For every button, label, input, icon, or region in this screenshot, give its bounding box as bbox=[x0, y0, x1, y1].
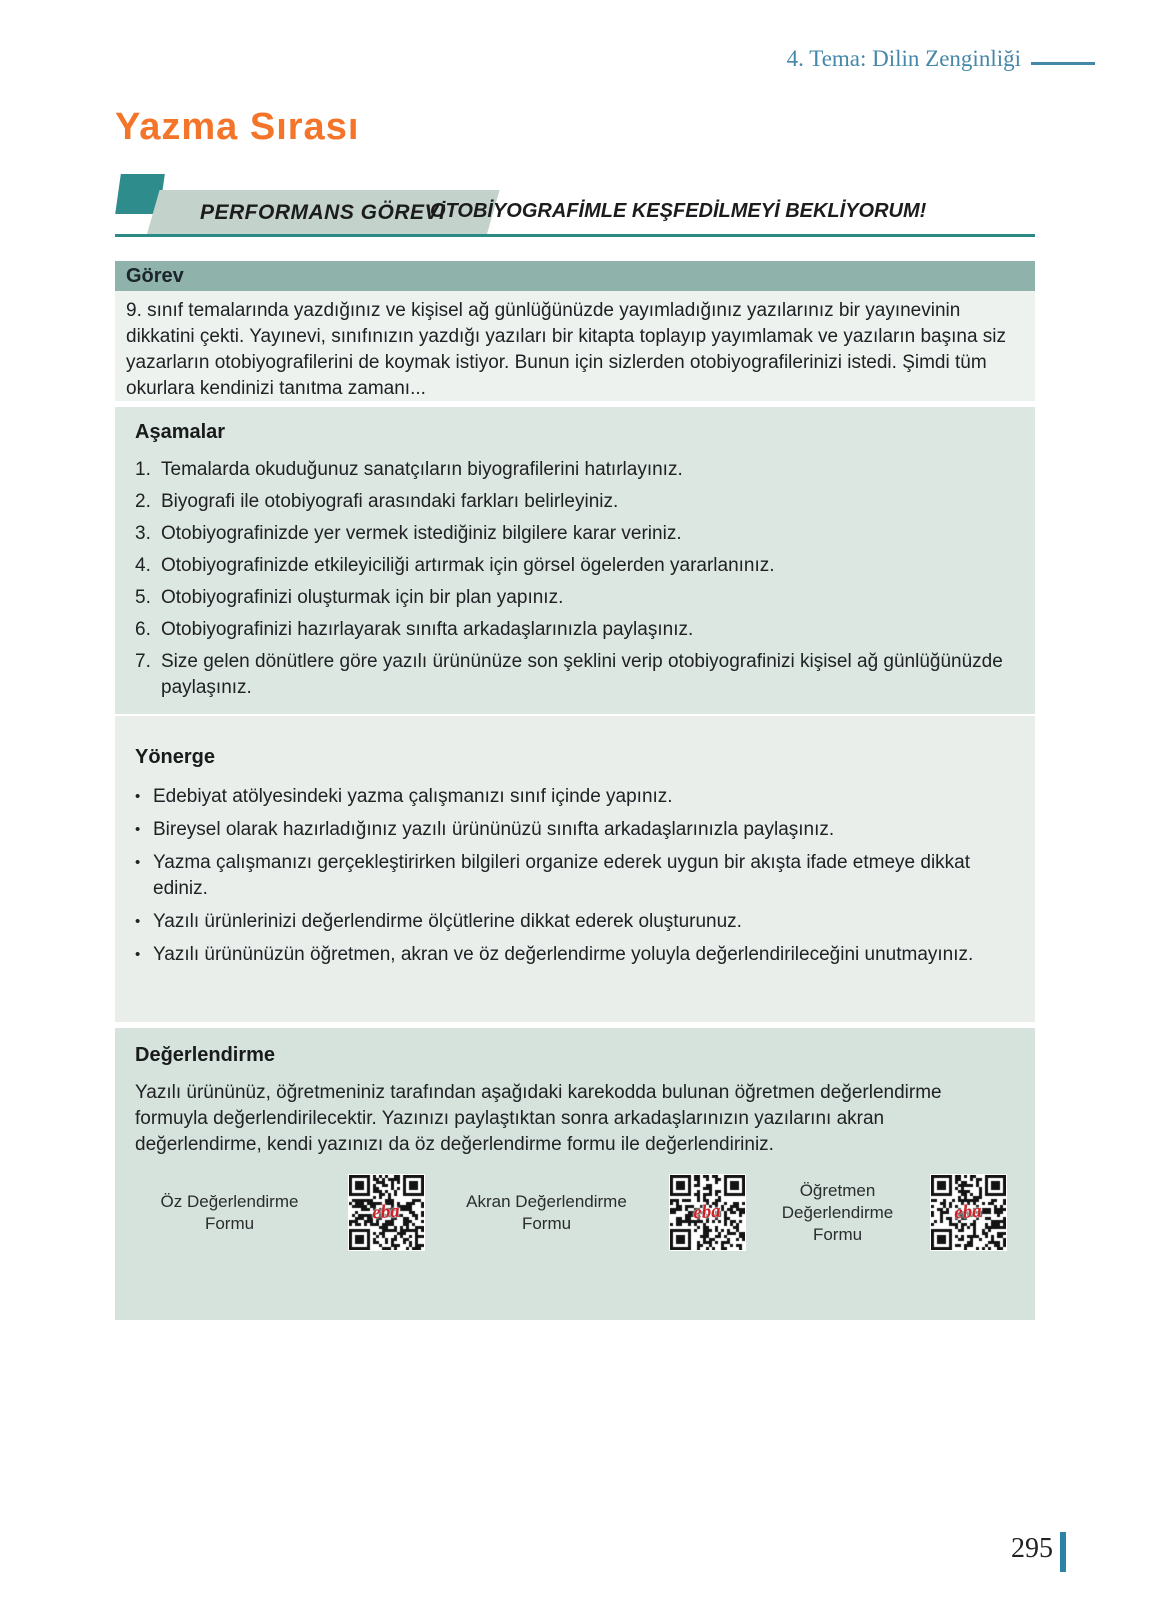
list-item bbox=[135, 585, 1015, 611]
item-text: Yazılı ürününüzün öğretmen, akran ve öz değerlendirme yoluyla değerlendirileceğini unutmayınız. bbox=[153, 944, 974, 965]
item-text: Size gelen dönütlere göre yazılı ürününüze son şeklini verip otobiyografinizi kişisel ağ günlüğünüzde paylaşınız. bbox=[161, 651, 1003, 698]
gorev-section-body: 9. sınıf temalarında yazdığınız ve kişisel ağ günlüğünüzde yayımladığınız yazılarınız bir yayınevinin dikkatini çekti. Yayınevi, sınıfınızın yazdığı yazıları bir kitapta toplayıp yayımlamak ve yazıların başına siz yazarların otobiyografilerini de koymak istiyor. Bunun için sizlerden otobiyografilerinizi istedi. Şimdi tüm okurlara kendinizi tanıtma zamanı... bbox=[115, 291, 1035, 401]
yonerge-header: Yönerge bbox=[135, 746, 216, 768]
qr-label-oz-degerlendirme: Öz Değerlendirme Formu bbox=[160, 1191, 299, 1233]
item-number: 5. bbox=[135, 587, 151, 608]
page-title: Yazma Sırası bbox=[115, 106, 360, 148]
item-number: 2. bbox=[135, 491, 151, 512]
bullet-icon: • bbox=[135, 821, 141, 838]
section-degerlendirme bbox=[115, 1028, 1035, 1320]
yonerge-list bbox=[135, 784, 1015, 968]
page-number: 295 bbox=[1011, 1533, 1053, 1564]
list-item bbox=[135, 553, 1015, 579]
list-item bbox=[135, 850, 1015, 902]
degerlendirme-body: Yazılı ürününüz, öğretmeniniz tarafından aşağıdaki karekodda bulunan öğretmen değerlendirme formuyla değerlendirilecektir. Yazınızı paylaştıktan sonra arkadaşlarınızın yazılarını akran değerlendirme, kendi yazınızı da öz değerlendirme formu ile değerlendiriniz. bbox=[135, 1082, 942, 1155]
task-title: OTOBİYOGRAFİMLE KEŞFEDİLMEYİ BEKLİYORUM! bbox=[430, 200, 927, 222]
eba-logo: eba bbox=[953, 1200, 983, 1223]
item-text: Temalarda okuduğunuz sanatçıların biyografilerini hatırlayınız. bbox=[161, 459, 683, 480]
item-number: 3. bbox=[135, 523, 151, 544]
section-yonerge bbox=[115, 716, 1035, 1022]
eba-logo: eba bbox=[692, 1200, 722, 1223]
performance-task-banner bbox=[115, 170, 1035, 236]
item-number: 4. bbox=[135, 555, 151, 576]
list-item bbox=[135, 649, 1015, 701]
theme-header-rule bbox=[1031, 62, 1095, 65]
eba-logo: eba bbox=[371, 1200, 401, 1223]
item-text: Edebiyat atölyesindeki yazma çalışmanızı sınıf içinde yapınız. bbox=[153, 786, 673, 807]
item-text: Yazma çalışmanızı gerçekleştirirken bilgileri organize ederek uygun bir akışta ifade etmeye dikkat ediniz. bbox=[153, 852, 971, 899]
list-item bbox=[135, 817, 1015, 843]
bullet-icon: • bbox=[135, 913, 141, 930]
list-item bbox=[135, 942, 1015, 968]
qr-code-row bbox=[135, 1174, 1015, 1251]
badge-label: PERFORMANS GÖREVİ bbox=[200, 201, 446, 224]
asamalar-list bbox=[135, 457, 1015, 701]
bullet-icon: • bbox=[135, 946, 141, 963]
section-asamalar bbox=[115, 407, 1035, 714]
qr-code-ogretmen-degerlendirme bbox=[930, 1174, 1007, 1251]
list-item bbox=[135, 521, 1015, 547]
item-text: Otobiyografinizi oluşturmak için bir plan yapınız. bbox=[161, 587, 564, 608]
list-item bbox=[135, 617, 1015, 643]
qr-code-oz-degerlendirme bbox=[348, 1174, 425, 1251]
bullet-icon: • bbox=[135, 788, 141, 805]
item-number: 6. bbox=[135, 619, 151, 640]
item-text: Bireysel olarak hazırladığınız yazılı ürününüzü sınıfta arkadaşlarınızla paylaşınız. bbox=[153, 819, 835, 840]
list-item bbox=[135, 457, 1015, 483]
asamalar-header: Aşamalar bbox=[135, 421, 226, 443]
theme-header bbox=[787, 46, 1095, 72]
qr-label-ogretmen-degerlendirme: Öğretmen Değerlendirme Formu bbox=[781, 1180, 894, 1244]
item-number: 1. bbox=[135, 459, 151, 480]
qr-label-akran-degerlendirme: Akran Değerlendirme Formu bbox=[466, 1191, 627, 1233]
gorev-section-header: Görev bbox=[115, 261, 1035, 291]
bullet-icon: • bbox=[135, 854, 141, 871]
item-text: Biyografi ile otobiyografi arasındaki farkları belirleyiniz. bbox=[161, 491, 619, 512]
item-text: Yazılı ürünlerinizi değerlendirme ölçütlerine dikkat ederek oluşturunuz. bbox=[153, 911, 742, 932]
list-item bbox=[135, 489, 1015, 515]
banner-divider bbox=[115, 234, 1035, 237]
item-text: Otobiyografinizde etkileyiciliği artırmak için görsel ögelerden yararlanınız. bbox=[161, 555, 775, 576]
list-item bbox=[135, 909, 1015, 935]
item-text: Otobiyografinizde yer vermek istediğiniz bilgilere karar veriniz. bbox=[161, 523, 682, 544]
page-number-bar bbox=[1060, 1532, 1066, 1572]
item-number: 7. bbox=[135, 651, 151, 672]
list-item bbox=[135, 784, 1015, 810]
theme-header-text: 4. Tema: Dilin Zenginliği bbox=[786, 46, 1021, 71]
qr-code-akran-degerlendirme bbox=[669, 1174, 746, 1251]
item-text: Otobiyografinizi hazırlayarak sınıfta arkadaşlarınızla paylaşınız. bbox=[161, 619, 694, 640]
degerlendirme-header: Değerlendirme bbox=[135, 1044, 276, 1066]
